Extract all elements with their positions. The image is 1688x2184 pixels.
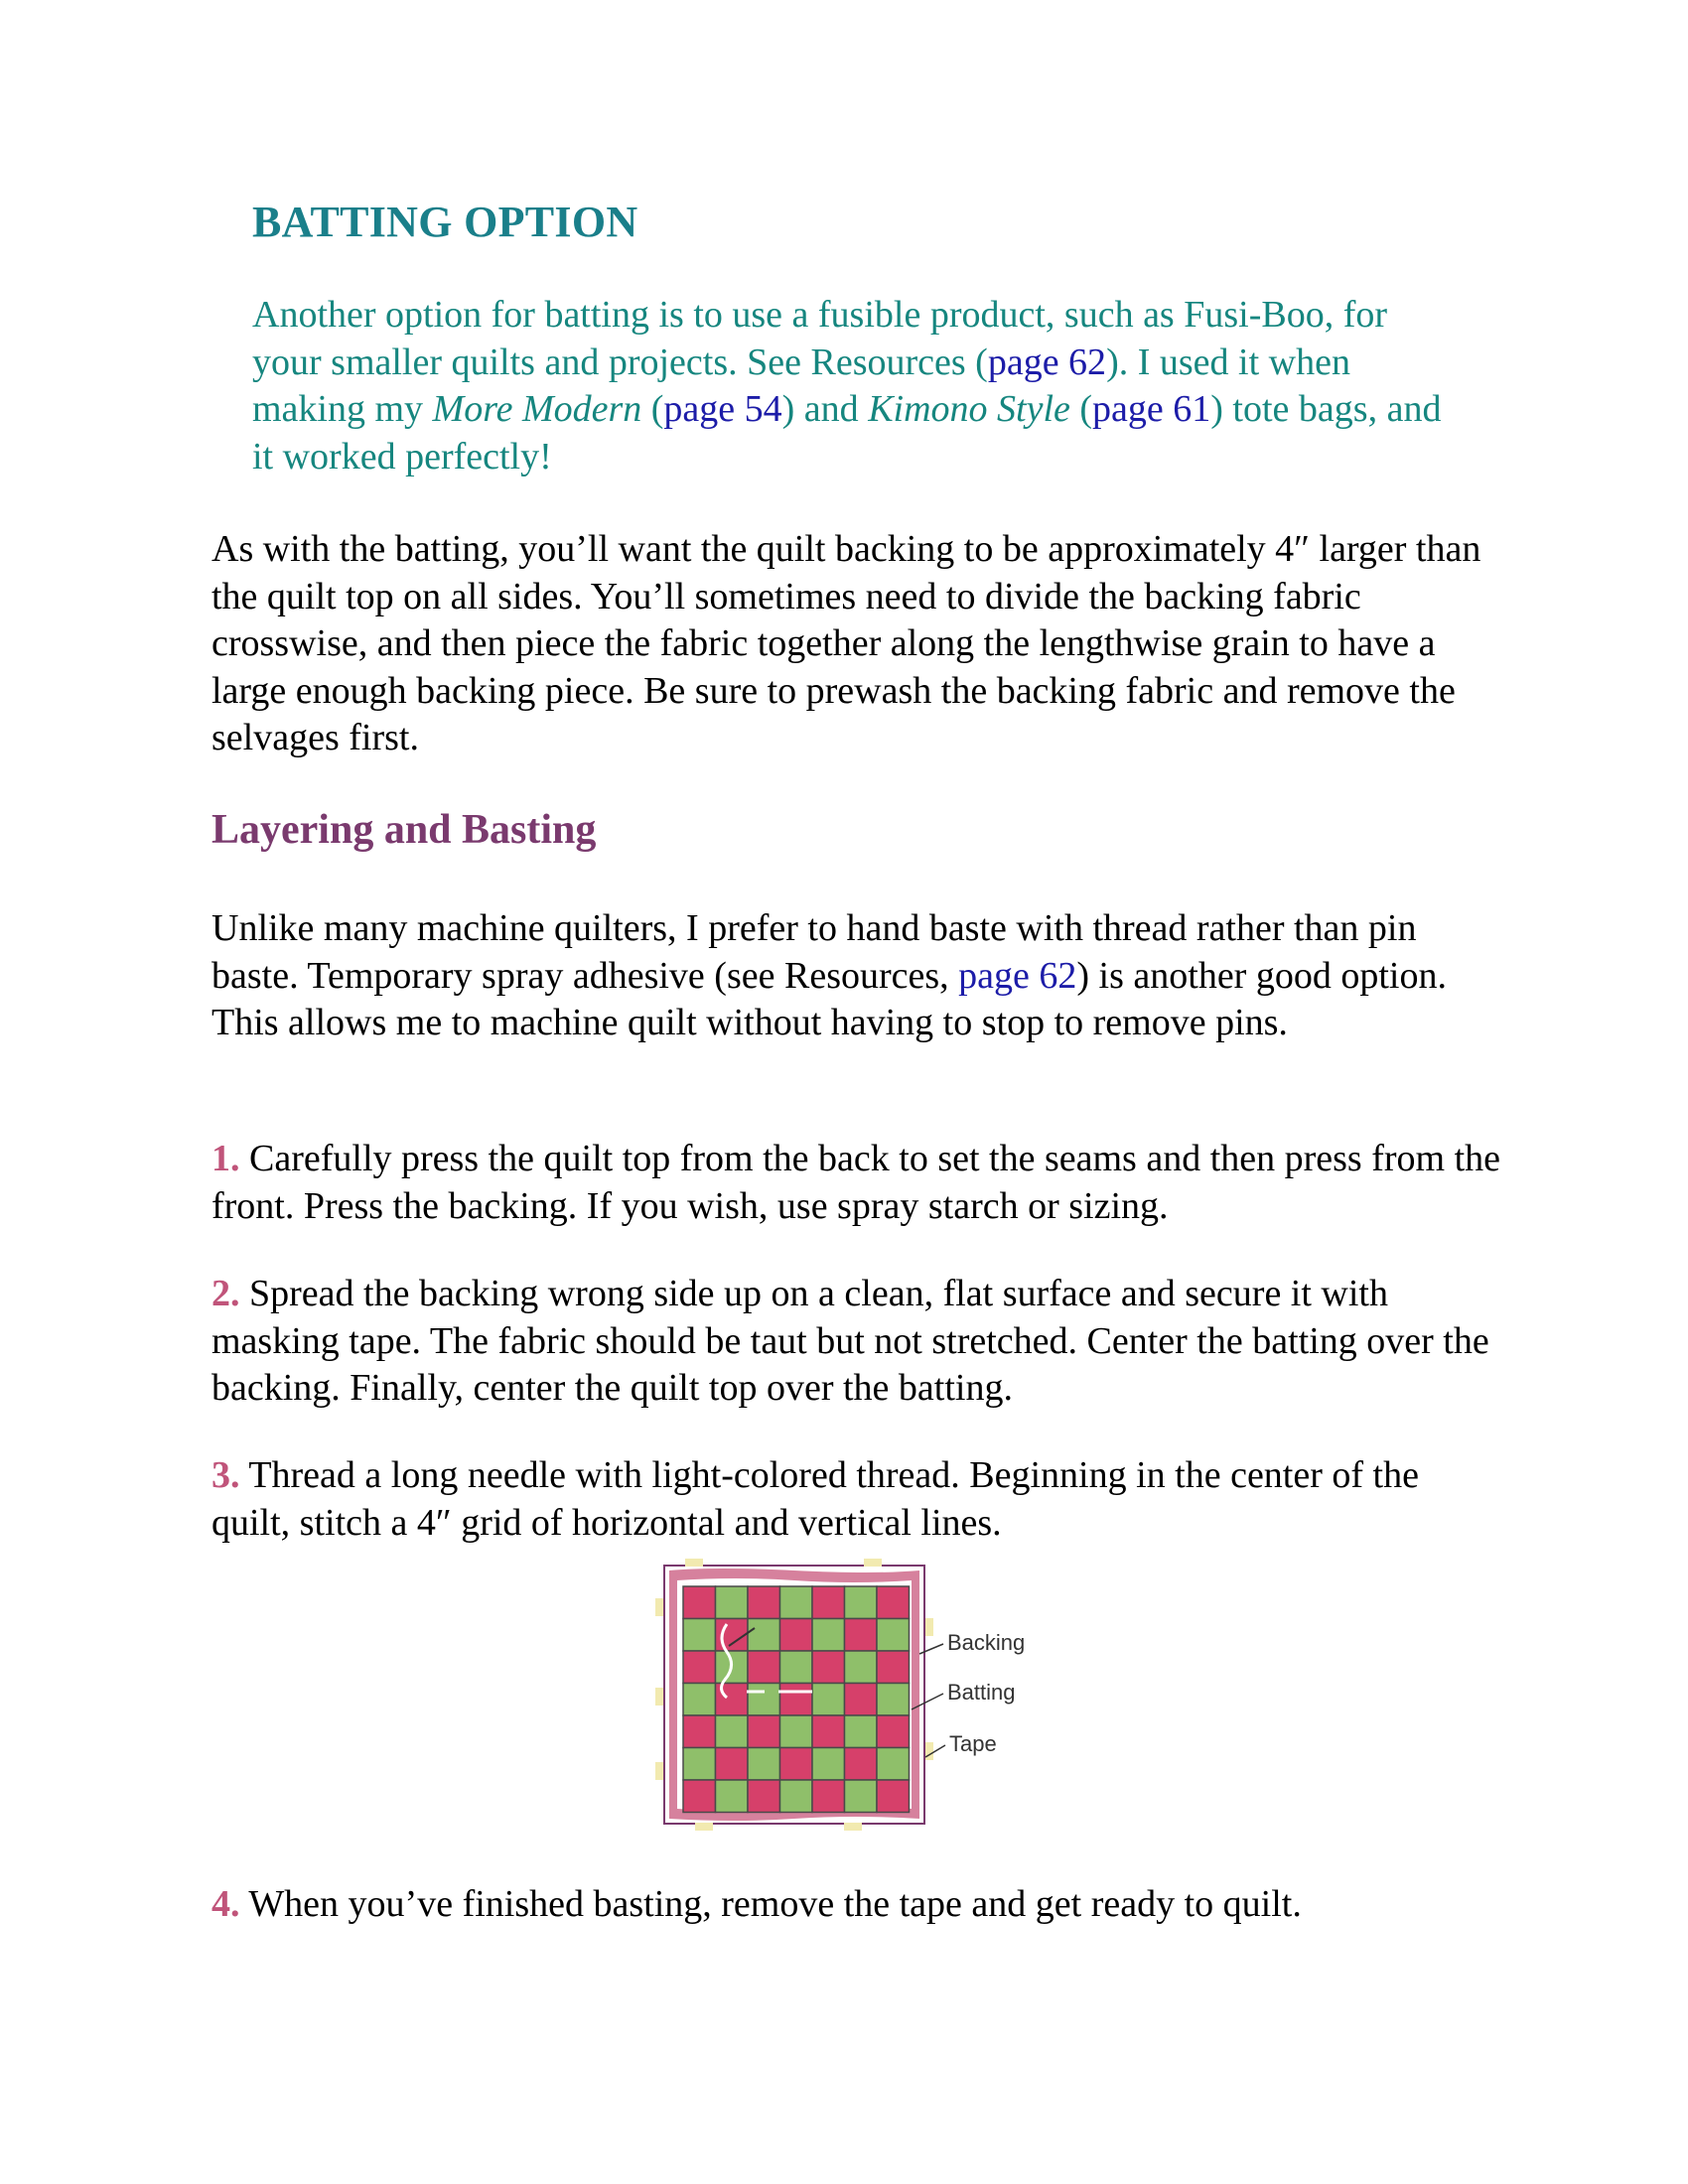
quilt-top-grid	[683, 1586, 910, 1813]
quilt-square	[780, 1684, 813, 1716]
quilt-square	[748, 1715, 780, 1748]
page-link-62[interactable]: page 62	[987, 341, 1107, 383]
quilt-square	[716, 1619, 749, 1652]
quilt-square	[716, 1586, 749, 1619]
step-number: 3.	[211, 1454, 240, 1496]
sidebar-text-6: ) tote bags, and it worked perfectly!	[252, 388, 1442, 478]
step-2	[211, 1271, 1502, 1413]
quilt-square	[812, 1780, 845, 1813]
quilt-square	[780, 1619, 813, 1652]
quilt-square	[780, 1586, 813, 1619]
label-backing: Backing	[947, 1630, 1026, 1655]
step-text: Carefully press the quilt top from the back to set the seams and then press from the front. Press the backing. If you wish, use spray starch or sizing.	[211, 1138, 1501, 1227]
quilt-square	[716, 1715, 749, 1748]
sidebar-paragraph	[252, 292, 1454, 480]
page-link-54[interactable]: page 54	[663, 388, 782, 430]
tape-piece	[685, 1559, 703, 1567]
quilt-square	[812, 1715, 845, 1748]
basting-diagram	[655, 1559, 1053, 1837]
quilt-square	[683, 1684, 716, 1716]
tape-piece	[655, 1688, 663, 1706]
intro-text-a: Unlike many machine quilters, I prefer to hand baste with thread rather than pin baste. Temporary spray adhesive (see Resources,	[211, 907, 1417, 997]
step-text: When you’ve finished basting, remove the tape and get ready to quilt.	[239, 1883, 1302, 1925]
quilt-square	[683, 1651, 716, 1684]
intro-text-b: ) is another good option. This allows me to machine quilt without having to stop to remove pins.	[211, 954, 1447, 1043]
quilt-square	[845, 1715, 878, 1748]
quilt-square	[683, 1715, 716, 1748]
quilt-square	[683, 1748, 716, 1781]
quilt-square	[716, 1780, 749, 1813]
step-text: Spread the backing wrong side up on a clean, flat surface and secure it with masking tape. The fabric should be taut but not stretched. Center the batting over the backing. Finally, center the quilt top over the batting.	[211, 1273, 1489, 1409]
quilt-square	[683, 1619, 716, 1652]
quilt-square	[845, 1651, 878, 1684]
quilt-square	[877, 1748, 910, 1781]
tape-piece	[844, 1823, 862, 1831]
quilt-square	[845, 1748, 878, 1781]
quilt-square	[845, 1586, 878, 1619]
quilt-square	[812, 1586, 845, 1619]
label-tape: Tape	[949, 1731, 997, 1756]
quilt-square	[683, 1586, 716, 1619]
sidebar-text-3: (	[641, 388, 664, 430]
quilt-square	[748, 1619, 780, 1652]
step-number: 2.	[211, 1273, 240, 1314]
project-title-kimono-style: Kimono Style	[868, 388, 1070, 430]
quilt-square	[748, 1586, 780, 1619]
quilt-square	[812, 1748, 845, 1781]
quilt-square	[748, 1651, 780, 1684]
quilt-square	[845, 1684, 878, 1716]
label-batting: Batting	[947, 1680, 1016, 1705]
quilt-square	[780, 1651, 813, 1684]
quilt-square	[748, 1780, 780, 1813]
tape-piece	[925, 1618, 933, 1636]
tape-piece	[695, 1823, 713, 1831]
quilt-square	[845, 1780, 878, 1813]
quilt-square	[877, 1586, 910, 1619]
page-link-61[interactable]: page 61	[1092, 388, 1211, 430]
quilt-square	[748, 1748, 780, 1781]
section-heading: Layering and Basting	[211, 807, 597, 853]
quilt-square	[812, 1651, 845, 1684]
basting-grid-illustration	[655, 1559, 1053, 1837]
step-text: Thread a long needle with light-colored thread. Beginning in the center of the quilt, stitch a 4″ grid of horizontal and vertical lines.	[211, 1454, 1419, 1544]
quilt-square	[780, 1715, 813, 1748]
tape-piece	[925, 1742, 933, 1760]
intro-paragraph	[211, 905, 1502, 1047]
quilt-square	[716, 1748, 749, 1781]
page-link-62-intro[interactable]: page 62	[958, 954, 1077, 997]
sidebar-title: BATTING OPTION	[252, 198, 638, 246]
tape-piece	[864, 1559, 882, 1567]
project-title-more-modern: More Modern	[432, 388, 642, 430]
sidebar-text-4: ) and	[781, 388, 869, 430]
quilt-square	[812, 1684, 845, 1716]
sidebar-text-5: (	[1069, 388, 1093, 430]
quilt-square	[845, 1619, 878, 1652]
quilt-square	[877, 1651, 910, 1684]
step-3	[211, 1452, 1502, 1547]
step-number: 1.	[211, 1138, 240, 1179]
step-4	[211, 1881, 1502, 1929]
tape-piece	[655, 1598, 663, 1616]
quilt-square	[748, 1684, 780, 1716]
sidebar-text-2: ). I used it when making my	[252, 341, 1350, 430]
quilt-square	[812, 1619, 845, 1652]
backing-paragraph: As with the batting, you’ll want the quilt backing to be approximately 4″ larger than the quilt top on all sides. You’ll sometimes need to divide the backing fabric crosswise, and then piece the fabric together along the lengthwise grain to have a large enough backing piece. Be sure to prewash the backing fabric and remove the selvages first.	[211, 528, 1481, 758]
quilt-square	[877, 1715, 910, 1748]
quilt-square	[683, 1780, 716, 1813]
quilt-square	[780, 1748, 813, 1781]
quilt-square	[780, 1780, 813, 1813]
sidebar-text-1: Another option for batting is to use a fusible product, such as Fusi-Boo, for your smaller quilts and projects. See Resources (	[252, 294, 1388, 383]
quilt-square	[877, 1684, 910, 1716]
step-number: 4.	[211, 1883, 240, 1925]
tape-piece	[655, 1762, 663, 1780]
step-1	[211, 1136, 1502, 1230]
quilt-square	[877, 1619, 910, 1652]
quilt-square	[877, 1780, 910, 1813]
